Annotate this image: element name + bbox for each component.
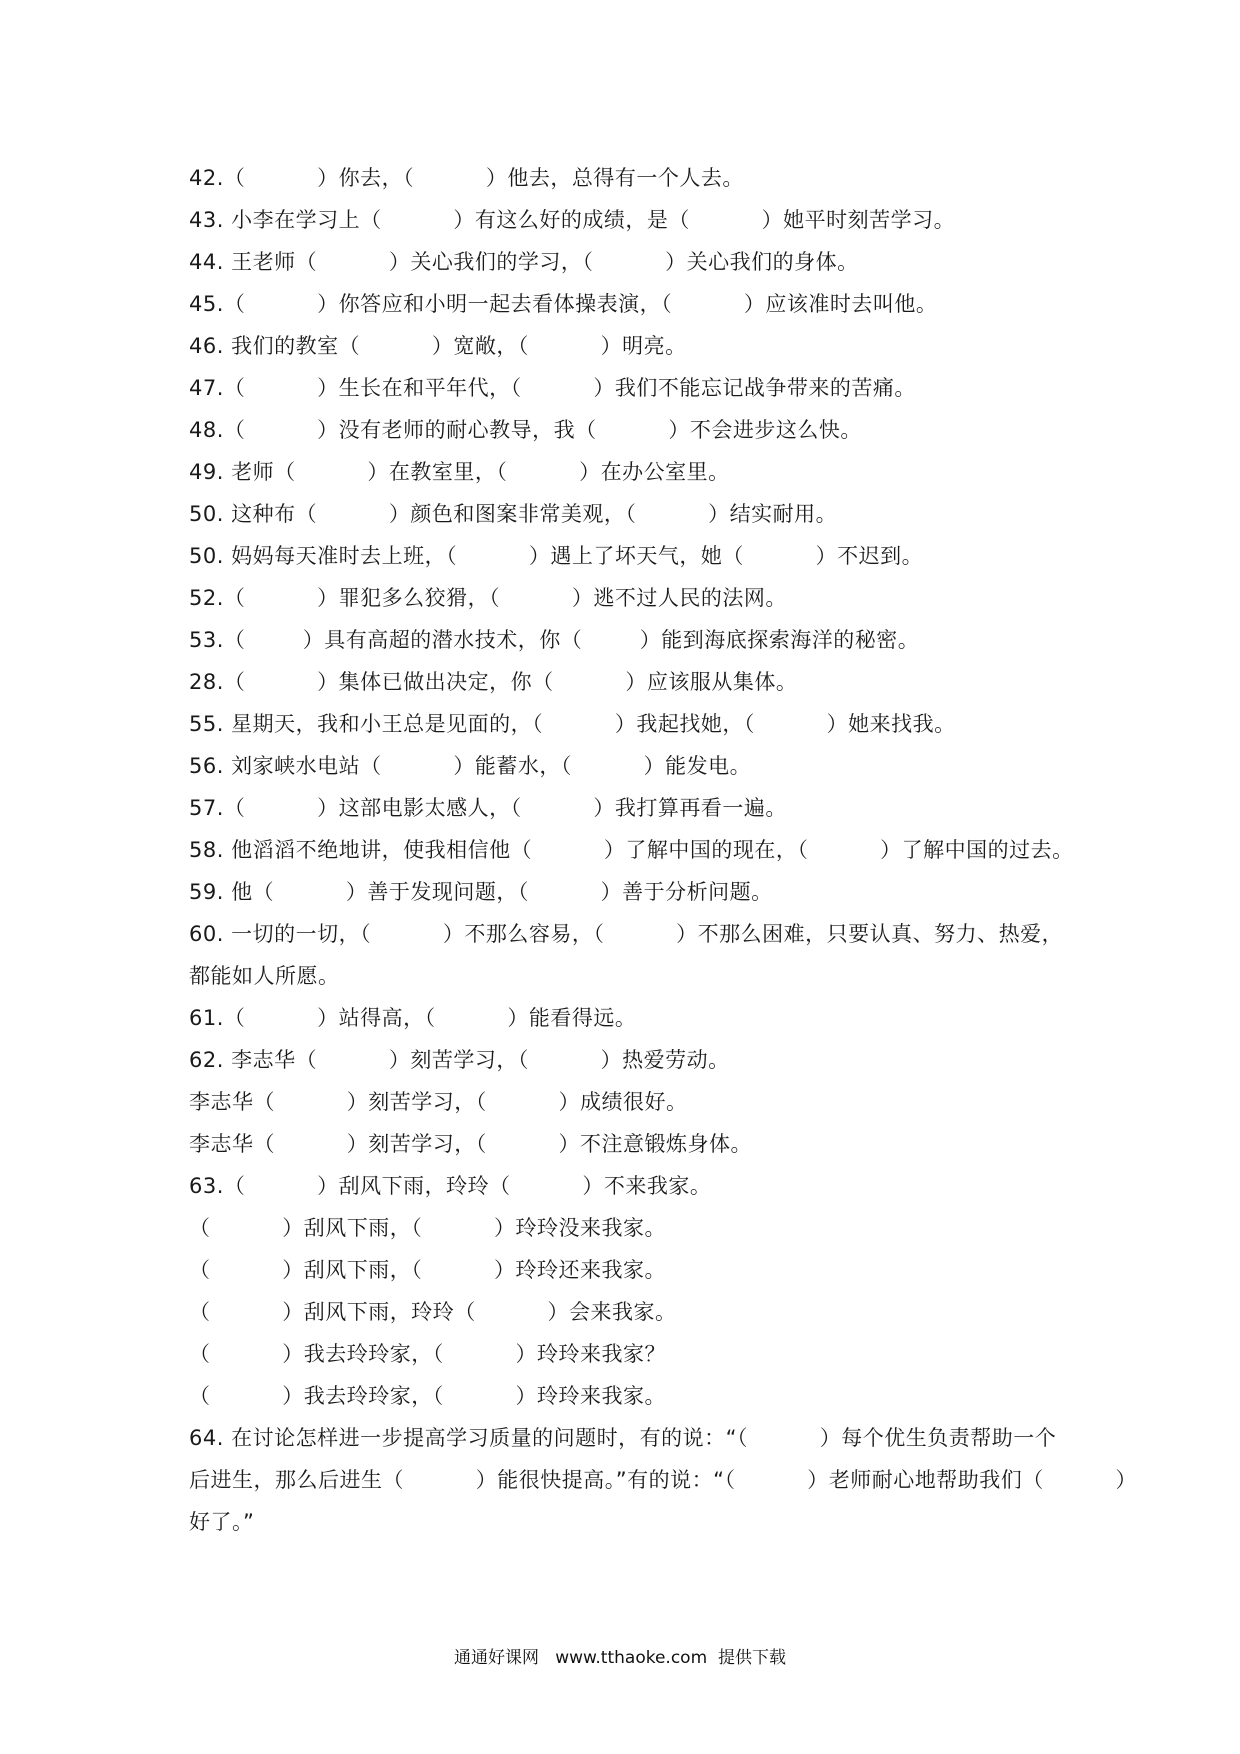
exercise-line: 55. 星期天，我和小王总是见面的，（ ）我起找她，（ ）她来找我。 — [189, 712, 956, 736]
exercise-line: 44. 王老师（ ）关心我们的学习，（ ）关心我们的身体。 — [189, 250, 859, 274]
exercise-line: （ ）我去玲玲家，（ ）玲玲来我家。 — [189, 1384, 667, 1408]
exercise-line: 53.（ ）具有高超的潜水技术，你（ ）能到海底探索海洋的秘密。 — [189, 628, 920, 652]
exercise-line: 46. 我们的教室（ ）宽敞，（ ）明亮。 — [189, 334, 687, 358]
exercise-line: （ ）刮风下雨，（ ）玲玲没来我家。 — [189, 1216, 667, 1240]
exercise-line: 45.（ ）你答应和小明一起去看体操表演，（ ）应该准时去叫他。 — [189, 292, 938, 316]
exercise-line: 48.（ ）没有老师的耐心教导，我（ ）不会进步这么快。 — [189, 418, 862, 442]
exercise-line: 李志华（ ）刻苦学习，（ ）成绩很好。 — [189, 1090, 688, 1114]
exercise-line: 50. 妈妈每天准时去上班，（ ）遇上了坏天气，她（ ）不迟到。 — [189, 544, 924, 568]
exercise-line: 50. 这种布（ ）颜色和图案非常美观，（ ）结实耐用。 — [189, 502, 838, 526]
exercise-line: 43. 小李在学习上（ ）有这么好的成绩，是（ ）她平时刻苦学习。 — [189, 208, 956, 232]
exercise-line: 56. 刘家峡水电站（ ）能蓄水，（ ）能发电。 — [189, 754, 752, 778]
exercise-line: 62. 李志华（ ）刻苦学习，（ ）热爱劳动。 — [189, 1048, 730, 1072]
exercise-line: 都能如人所愿。 — [189, 964, 340, 988]
exercise-list — [189, 157, 1138, 1543]
exercise-line: 李志华（ ）刻苦学习，（ ）不注意锻炼身体。 — [189, 1132, 753, 1156]
exercise-line: 52.（ ）罪犯多么狡猾，（ ）逃不过人民的法网。 — [189, 586, 787, 610]
exercise-line: （ ）刮风下雨，（ ）玲玲还来我家。 — [189, 1258, 667, 1282]
exercise-line: 49. 老师（ ）在教室里，（ ）在办公室里。 — [189, 460, 730, 484]
footer-source-note: 通通好课网 www.tthaoke.com 提供下载 — [454, 1648, 786, 1668]
exercise-line: 64. 在讨论怎样进一步提高学习质量的问题时，有的说：“（ ）每个优生负责帮助一个 — [189, 1426, 1057, 1450]
exercise-line: 61.（ ）站得高，（ ）能看得远。 — [189, 1006, 637, 1030]
exercise-line: 57.（ ）这部电影太感人，（ ）我打算再看一遍。 — [189, 796, 787, 820]
exercise-line: 58. 他滔滔不绝地讲，使我相信他（ ）了解中国的现在，（ ）了解中国的过去。 — [189, 838, 1074, 862]
exercise-line: （ ）刮风下雨，玲玲（ ）会来我家。 — [189, 1300, 677, 1324]
exercise-line: 好了。” — [189, 1510, 255, 1534]
exercise-line: 后进生，那么后进生（ ）能很快提高。”有的说：“（ ）老师耐心地帮助我们（ ） — [189, 1468, 1138, 1492]
exercise-line: 42.（ ）你去，（ ）他去，总得有一个人去。 — [189, 166, 744, 190]
exercise-line: 47.（ ）生长在和平年代，（ ）我们不能忘记战争带来的苦痛。 — [189, 376, 916, 400]
exercise-line: 60. 一切的一切，（ ）不那么容易，（ ）不那么困难，只要认真、努力、热爱， — [189, 922, 1064, 946]
exercise-line: （ ）我去玲玲家，（ ）玲玲来我家？ — [189, 1342, 667, 1366]
exercise-line: 28.（ ）集体已做出决定，你（ ）应该服从集体。 — [189, 670, 798, 694]
exercise-line: 63.（ ）刮风下雨，玲玲（ ）不来我家。 — [189, 1174, 712, 1198]
exercise-line: 59. 他（ ）善于发现问题，（ ）善于分析问题。 — [189, 880, 773, 904]
